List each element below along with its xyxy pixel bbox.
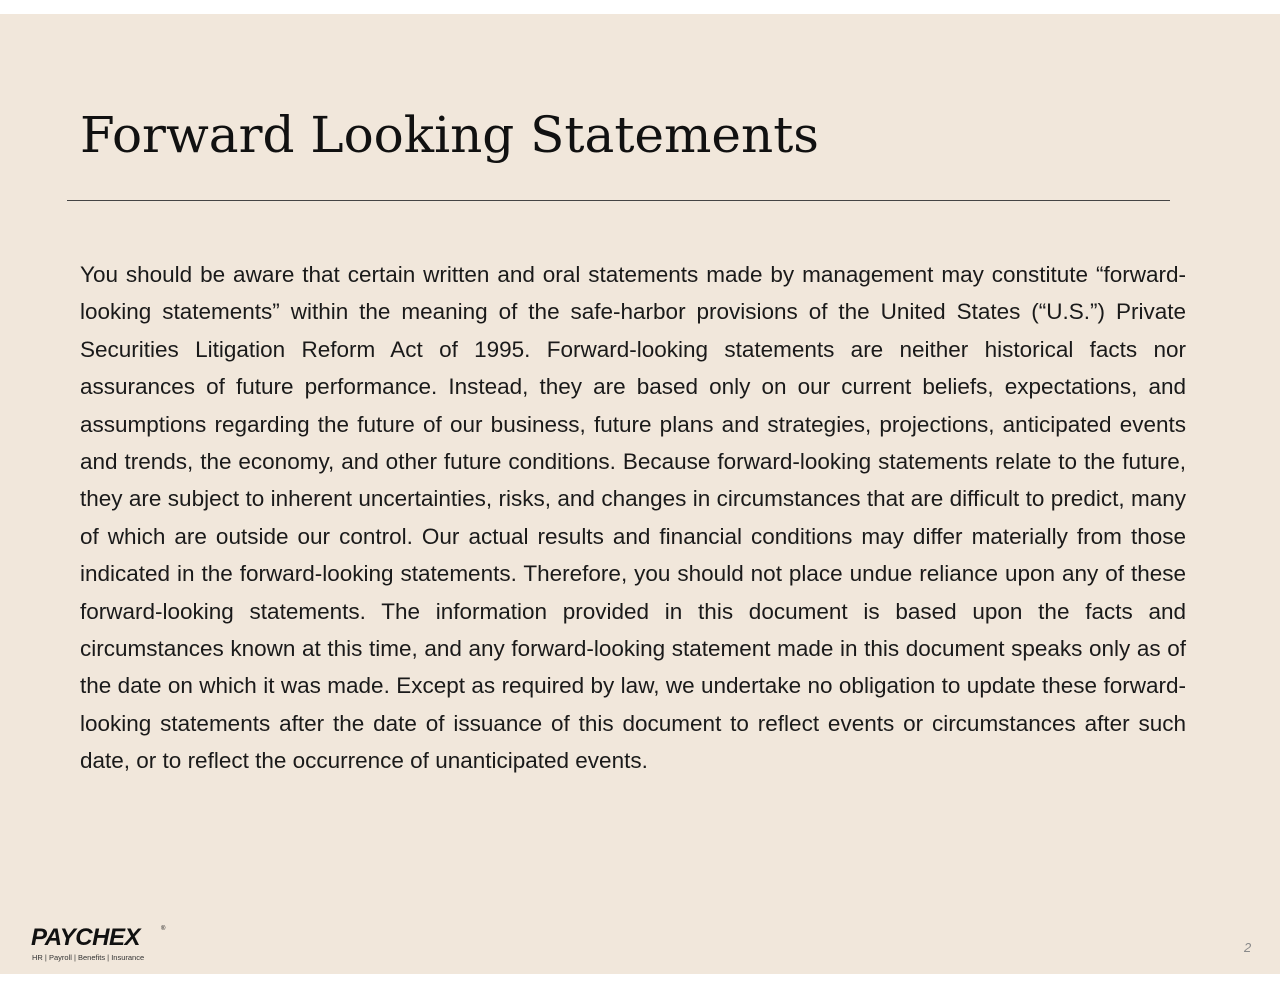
logo-trademark: ® [161, 926, 166, 932]
slide-title: Forward Looking Statements [80, 106, 819, 164]
disclaimer-body: You should be aware that certain written and oral statements made by management may constitute “forward-looking statements” within the meaning of the safe-harbor provisions of the United States (“U.S.”) Private Securities Litigation Reform Act of 1995. Forward-looking statements are neither historical facts nor assurances of future performance. Instead, they are based only on our current beliefs, expectations, and assumptions regarding the future of our business, future plans and strategies, projections, anticipated events and trends, the economy, and other future conditions. Because forward-looking statements relate to the future, they are subject to inherent uncertainties, risks, and changes in circumstances that are difficult to predict, many of which are outside our control. Our actual results and financial conditions may differ materially from those indicated in the forward-looking statements. Therefore, you should not place undue reliance upon any of these forward-looking statements. The information provided in this document is based upon the facts and circumstances known at this time, and any forward-looking statement made in this document speaks only as of the date on which it was made. Except as required by law, we undertake no obligation to update these forward-looking statements after the date of issuance of this document to reflect events or circumstances after such date, or to reflect the occurrence of unanticipated events. [80, 262, 1186, 774]
logo-tagline: HR | Payroll | Benefits | Insurance [32, 953, 145, 962]
paychex-logo [31, 924, 171, 964]
page-number: 2 [1244, 940, 1252, 955]
title-divider [67, 200, 1170, 201]
slide [0, 14, 1280, 974]
logo-wordmark: PAYCHEX [31, 924, 140, 951]
